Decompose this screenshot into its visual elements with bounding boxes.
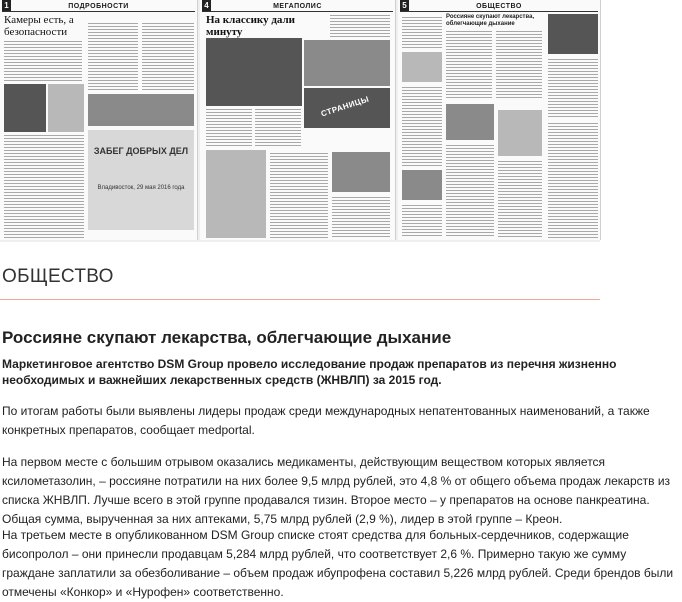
page-headline: На классику дали минуту [206, 14, 296, 38]
advert-slogan: ЗАБЕГ ДОБРЫХ ДЕЛ [93, 146, 189, 156]
page-section-header: МЕГАПОЛИС [202, 2, 393, 12]
text-column [498, 160, 542, 238]
advert [88, 130, 194, 230]
newspaper-page-thumbnail-1[interactable] [0, 0, 198, 240]
text-column [270, 152, 328, 238]
newspaper-pages-strip [0, 0, 600, 242]
text-column [548, 122, 598, 238]
text-column [255, 108, 301, 148]
text-column [548, 58, 598, 118]
article-paragraph: На третьем месте в опубликованном DSM Group списке стоят средства для больных-сердечников, содержащие бисопролол – они принесли продавцам 5,284 млрд рублей, что соответствует 2,6 %. Примерно такую же сумму граждане заплатили за обезболивание – объем продаж ибупрофена составил 5,226 млрд рублей. Среди брендов были отмечены «Конкор» и «Нурофен» соответственно. [2, 528, 674, 599]
text-column [330, 14, 390, 38]
text-column [402, 204, 442, 238]
newspaper-page-thumbnail-5[interactable] [398, 0, 601, 240]
photo [332, 152, 390, 192]
article-title: Россияне скупают лекарства, облегчающие дыхание [2, 328, 452, 347]
section-divider [0, 299, 600, 300]
text-column [88, 22, 138, 92]
page-section-header: ОБЩЕСТВО [400, 2, 598, 12]
text-column [496, 30, 542, 100]
page-number: 1 [2, 0, 11, 11]
photo [206, 150, 266, 238]
newspaper-page-thumbnail-4[interactable] [200, 0, 396, 240]
text-column [446, 30, 492, 100]
photo [402, 170, 442, 200]
page-section-header: ПОДРОБНОСТИ [2, 2, 195, 12]
page-headline: Камеры есть, а безопасности [4, 14, 74, 38]
photo [206, 38, 302, 106]
text-column [142, 22, 194, 92]
text-column [402, 86, 442, 166]
photo [88, 94, 194, 126]
text-column [332, 196, 390, 238]
text-column [446, 144, 494, 238]
page-headline: Россияне скупают лекарства, облегчающие дыхание [446, 14, 535, 27]
photo [48, 84, 84, 132]
article-paragraph: На первом месте с большим отрывом оказались медикаменты, действующим веществом которых является ксилометазолин, – россияне потратили на них более 9,5 млрд рублей, это 4,8 % от общего объема продаж лекарств из списка ЖНВЛП. Лучше всего в этой группе продавался тизин. Второе место – у препаратов на основе панкреатина. Общая сумма, вырученная за них аптеками, 5,75 млрд рублей (2,9 %), лидер в этой группе – Креон. [2, 455, 671, 526]
photo [304, 88, 390, 128]
photo [402, 52, 442, 82]
photo [4, 84, 46, 132]
text-column [206, 108, 252, 148]
photo [498, 110, 542, 156]
photo [548, 14, 598, 54]
article-paragraph: По итогам работы были выявлены лидеры продаж среди международных непатентованных наименований, а также конкретных препаратов, сообщает medportal. [2, 404, 650, 437]
text-column [4, 134, 84, 238]
photo [304, 40, 390, 86]
photo [446, 104, 494, 140]
page-number: 4 [202, 0, 211, 11]
article-lead: Маркетинговое агентство DSM Group провело исследование продаж препаратов из перечня жизненно необходимых и важнейших лекарственных средств (ЖНВЛП) за 2015 год. [2, 357, 617, 387]
advert-date: Владивосток, 29 мая 2016 года [97, 185, 185, 191]
text-column [4, 40, 82, 82]
stamp-label: СТРАНИЦЫ [319, 94, 371, 119]
text-column [402, 16, 442, 50]
page-number: 5 [400, 0, 409, 11]
section-title: ОБЩЕСТВО [2, 266, 114, 287]
